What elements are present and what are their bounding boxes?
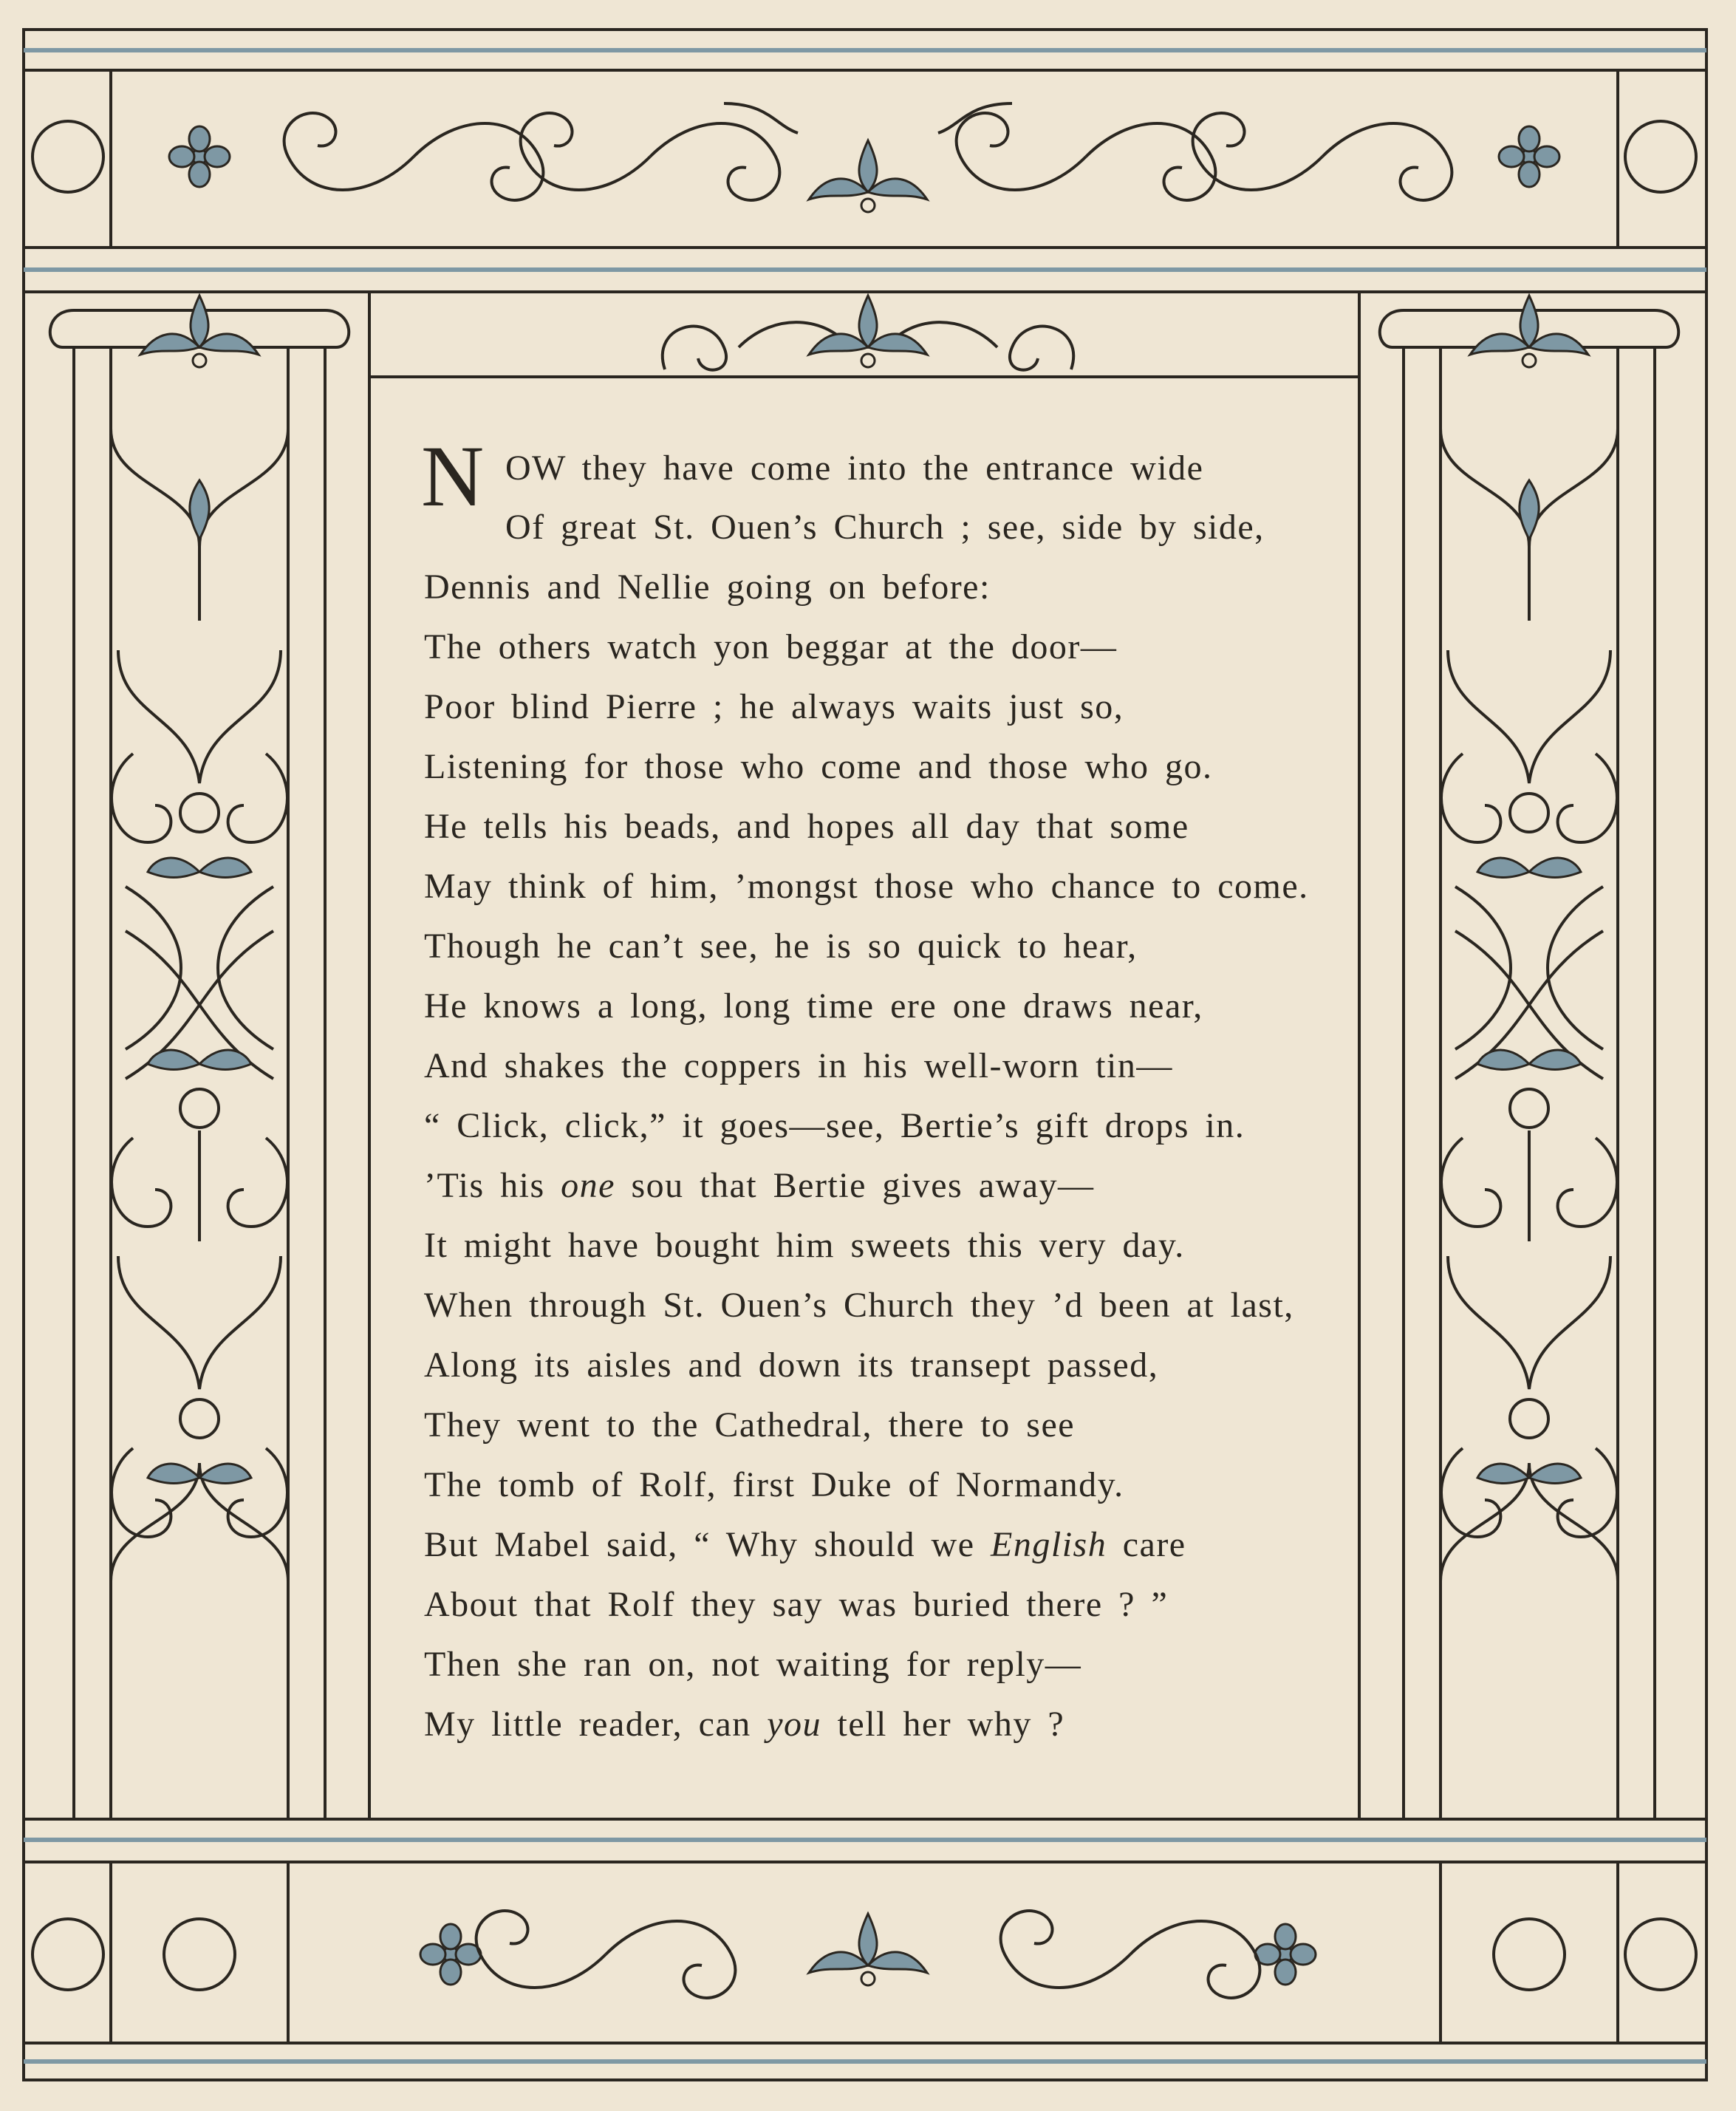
poem-line: My little reader, can you tell her why ?: [424, 1705, 1065, 1744]
poem-line: Though he can’t see, he is so quick to hear,: [424, 927, 1138, 966]
drop-cap: N: [421, 428, 485, 525]
poem-line: The others watch yon beggar at the door—: [424, 627, 1118, 666]
poem-line: Then she ran on, not waiting for reply—: [424, 1645, 1082, 1684]
poem-line: But Mabel said, “ Why should we English care: [424, 1525, 1186, 1564]
poem-text: [414, 429, 1374, 1795]
poem-line: The tomb of Rolf, first Duke of Normandy.: [424, 1465, 1124, 1504]
poem-line: ’Tis his one sou that Bertie gives away—: [424, 1166, 1095, 1205]
poem-line: He knows a long, long time ere one draws near,: [424, 986, 1203, 1026]
poem-line: Along its aisles and down its transept passed,: [424, 1346, 1159, 1385]
poem-line: When through St. Ouen’s Church they ’d been at last,: [424, 1286, 1294, 1325]
poem-line: They went to the Cathedral, there to see: [424, 1405, 1076, 1445]
poem-line: Of great St. Ouen’s Church ; see, side by side,: [505, 508, 1265, 547]
poem-line: He tells his beads, and hopes all day that some: [424, 807, 1189, 846]
poem-line: OW they have come into the entrance wide: [505, 449, 1204, 488]
poem-line: Poor blind Pierre ; he always waits just so,: [424, 687, 1124, 726]
emphasis: you: [767, 1705, 822, 1744]
poem-line: It might have bought him sweets this very day.: [424, 1226, 1185, 1265]
poem-line: May think of him, ’mongst those who chance to come.: [424, 867, 1309, 906]
poem-line: Dennis and Nellie going on before:: [424, 567, 991, 607]
emphasis: one: [561, 1166, 615, 1205]
poem-line: “ Click, click,” it goes—see, Bertie’s gift drops in.: [424, 1106, 1245, 1145]
poem-line: And shakes the coppers in his well-worn tin—: [424, 1046, 1173, 1085]
poem-line: About that Rolf they say was buried there ? ”: [424, 1585, 1169, 1624]
poem-line: Listening for those who come and those who go.: [424, 747, 1213, 786]
emphasis: English: [991, 1525, 1107, 1564]
